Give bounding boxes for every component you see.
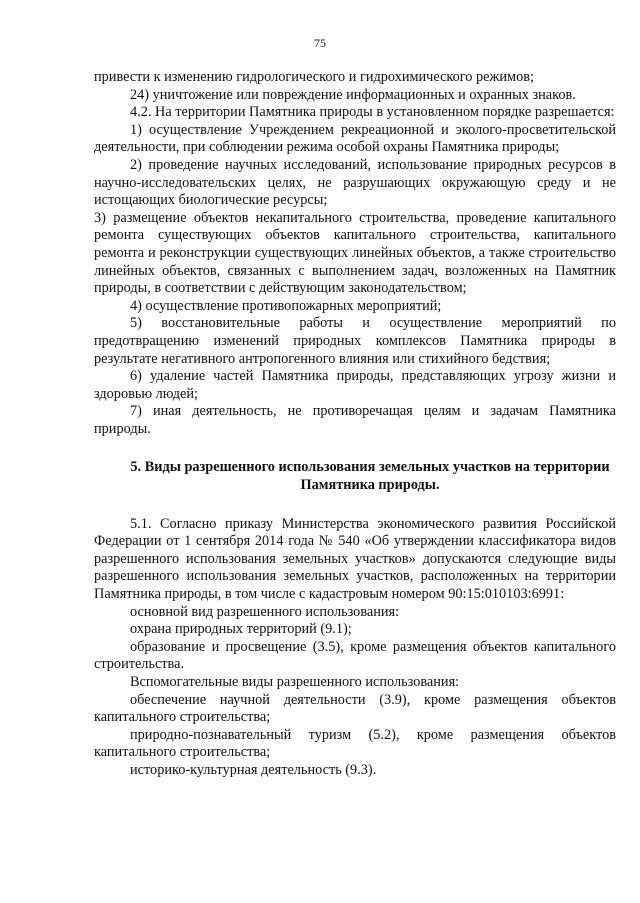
paragraph-p-7: 7) иная деятельность, не противоречащая целям и задачам Памятника природы. <box>94 403 616 437</box>
land-use-types-list <box>94 516 616 780</box>
paragraph-p-4: 4) осуществление противопожарных мероприятий; <box>130 297 442 314</box>
paragraph-p-main-kind: основной вид разрешенного использования: <box>130 603 400 620</box>
paragraph-p-51: 5.1. Согласно приказу Министерства экономического развития Российской Федерации от 1 сентября 2014 года № 540 «Об утверждении классификатора видов разрешенного использования земельных участков» допускаются следующие виды разрешенного использования земельных участков, расположенных на территории Памятника природы, в том числе с кадастровым номером 90:15:010103:6991: <box>94 515 616 603</box>
paragraph-p-24: 24) уничтожение или повреждение информационных и охранных знаков. <box>130 86 576 103</box>
paragraph-p-hydro: привести к изменению гидрологического и гидрохимического режимов; <box>94 69 534 85</box>
section-heading: 5. Виды разрешенного использования земельных участков на территории Памятника природы. <box>130 459 610 494</box>
paragraph-p-1: 1) осуществление Учреждением рекреационной и эколого-просветительской деятельности, при соблюдении режима особой охраны Памятника природы; <box>94 121 616 156</box>
paragraph-p-42: 4.2. На территории Памятника природы в установленном порядке разрешается: <box>130 104 615 121</box>
paragraph-p-3: 3) размещение объектов некапитального строительства, проведение капитального ремонта существующих объектов капитального строительства, капитального ремонта и реконструкции существующих линейных объектов, а также строительство линейных объектов, связанных с выполнением задач, возложенных на Памятник природы, в соответствии с действующим законодательством; <box>94 209 616 297</box>
permitted-activities-list <box>94 69 616 438</box>
page-number: 75 <box>314 36 326 50</box>
paragraph-p-5: 5) восстановительные работы и осуществление мероприятий по предотвращению изменений природных комплексов Памятника природы в результате негативного антропогенного влияния или стихийного бедствия; <box>94 315 616 367</box>
paragraph-p-52: природно-познавательный туризм (5.2), кроме размещения объектов капитального строительства; <box>94 726 616 761</box>
paragraph-p-2: 2) проведение научных исследований, использование природных ресурсов в научно-исследовательских целях, не разрушающих окружающую среду и не истощающих биологические ресурсы; <box>94 156 616 209</box>
paragraph-p-91: охрана природных территорий (9.1); <box>130 621 352 638</box>
paragraph-p-aux-kind: Вспомогательные виды разрешенного использования: <box>130 674 460 690</box>
page-content <box>94 69 616 780</box>
paragraph-p-39: обеспечение научной деятельности (3.9), кроме размещения объектов капитального строительства; <box>94 691 616 726</box>
paragraph-p-93: историко-культурная деятельность (9.3). <box>130 761 377 778</box>
paragraph-p-35: образование и просвещение (3.5), кроме размещения объектов капитального строительства. <box>94 638 616 673</box>
paragraph-p-6: 6) удаление частей Памятника природы, представляющих угрозу жизни и здоровью людей; <box>94 368 616 402</box>
